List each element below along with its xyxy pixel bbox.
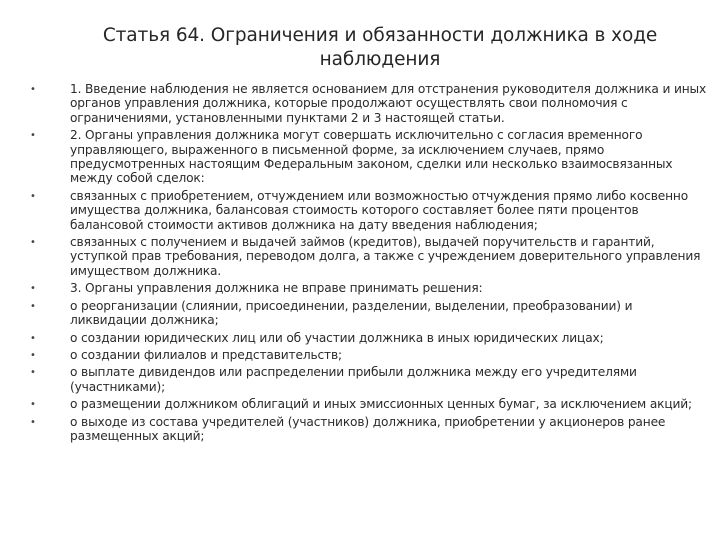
list-item-text: связанных с приобретением, отчуждением или возможностью отчуждения прямо либо косвенно имущества должника, балансовая стоимость которого составляет более пяти процентов балансовой стоимости активов должника на дату введения наблюдения; <box>70 188 689 232</box>
bullet-icon: • <box>30 300 36 312</box>
bullet-icon: • <box>30 399 36 411</box>
bullet-icon: • <box>30 84 36 95</box>
list-item-text: о реорганизации (слиянии, присоединении, разделении, выделении, преобразовании) и ликвидации должника; <box>70 298 633 328</box>
list-item-text: 2. Органы управления должника могут совершать исключительно с согласия временного управляющего, выраженного в письменной форме, за исключением случаев, прямо предусмотренных настоящим Федеральным законом, сделки или несколько взаимосвязанных между собой сделок: <box>70 128 673 186</box>
list-item <box>30 348 710 362</box>
list-item-text: 1. Введение наблюдения не является основанием для отстранения руководителя должника и иных органов управления должника, которые продолжают осуществлять свои полномочия с ограничениями, установленными пунктами 2 и 3 настоящей статьи. <box>70 82 707 125</box>
bullet-icon: • <box>30 130 36 142</box>
list-item <box>30 189 710 232</box>
list-item <box>30 365 710 394</box>
list-item <box>30 415 710 444</box>
list-item-text: о выплате дивидендов или распределении прибыли должника между его учредителями (участниками); <box>70 365 637 394</box>
list-item <box>30 128 710 186</box>
list-item <box>30 299 710 328</box>
list-item-text: 3. Органы управления должника не вправе принимать решения: <box>70 281 483 296</box>
bullet-icon: • <box>30 237 36 249</box>
list-item <box>30 331 710 345</box>
list-item-text: о выходе из состава учредителей (участников) должника, приобретении у акционеров ранее размещенных акций; <box>70 414 666 443</box>
list-item <box>30 82 710 125</box>
list-item-text: о создании юридических лиц или об участии должника в иных юридических лицах; <box>70 330 604 345</box>
bullet-icon: • <box>30 190 36 202</box>
bullet-icon: • <box>30 367 36 379</box>
bullet-list <box>30 82 710 446</box>
slide-title: Статья 64. Ограничения и обязанности должника в ходе наблюдения <box>102 25 658 70</box>
list-item <box>30 235 710 278</box>
list-item-text: о размещении должником облигаций и иных эмиссионных ценных бумаг, за исключением акций; <box>70 397 692 412</box>
list-item-text: связанных с получением и выдачей займов (кредитов), выдачей поручительств и гарантий, уступкой прав требования, переводом долга, а также с учреждением доверительного управления имуществом должника. <box>70 235 701 278</box>
bullet-icon: • <box>30 416 36 428</box>
list-item <box>30 397 710 411</box>
list-item-text: о создании филиалов и представительств; <box>70 347 342 362</box>
bullet-icon: • <box>30 349 36 361</box>
bullet-icon: • <box>30 283 36 295</box>
bullet-icon: • <box>30 332 36 344</box>
list-item <box>30 281 710 295</box>
